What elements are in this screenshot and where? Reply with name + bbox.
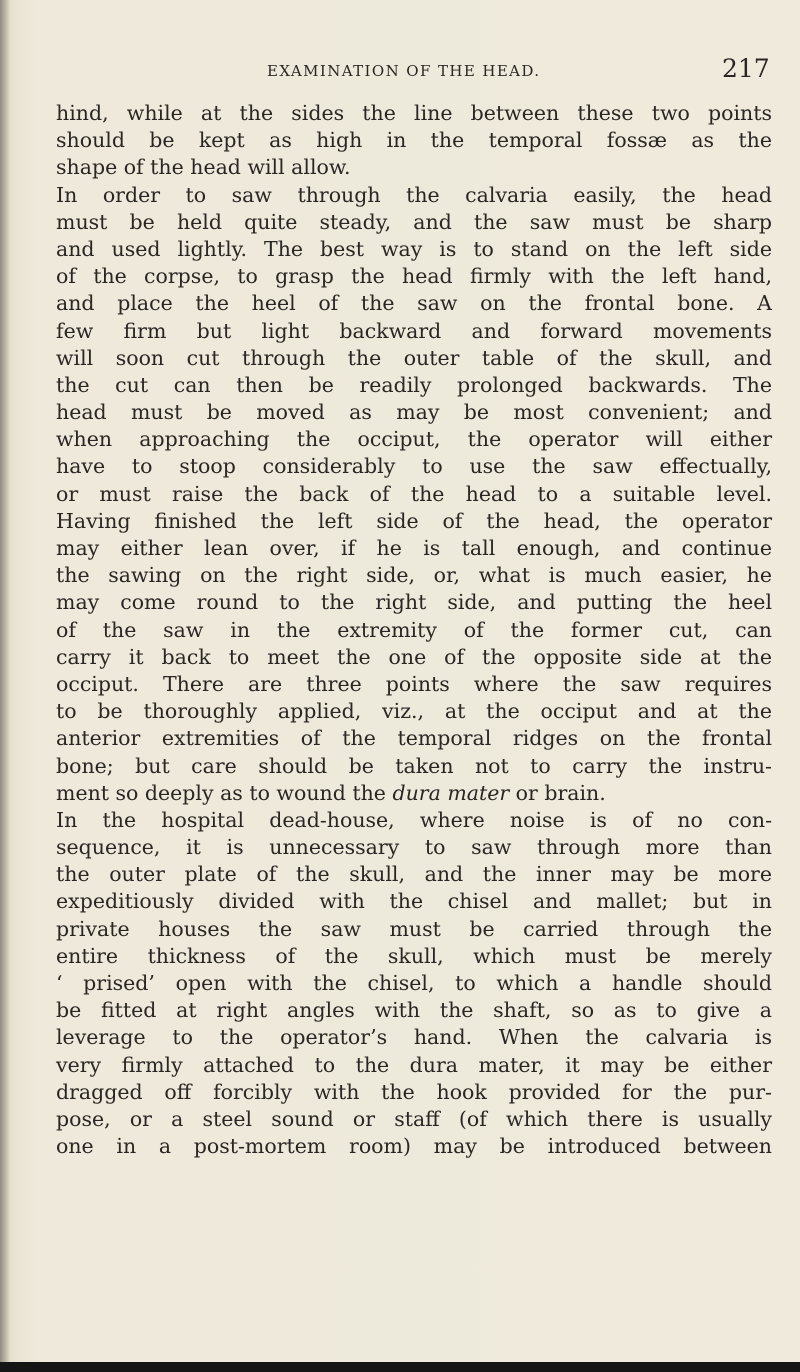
text-line: leverage to the operator’s hand. When the calvaria is (56, 1025, 772, 1050)
line-text: ment so deeply as to wound the (56, 780, 393, 805)
text-line: be fitted at right angles with the shaft, so as to give a (56, 998, 772, 1023)
text-line: to be thoroughly applied, viz., at the occiput and at the (56, 699, 772, 724)
body-text (56, 100, 772, 1160)
text-line: sequence, it is unnecessary to saw through more than (56, 835, 772, 860)
text-line: In order to saw through the calvaria easily, the head (56, 182, 772, 207)
text-line: of the corpse, to grasp the head firmly with the left hand, (56, 264, 772, 289)
text-line: shape of the head will allow. (56, 155, 351, 180)
text-line: or must raise the back of the head to a suitable level. (56, 481, 772, 506)
text-line: one in a post-mortem room) may be introduced between (56, 1134, 772, 1159)
text-line: pose, or a steel sound or staff (of which there is usually (56, 1106, 772, 1131)
binding-shadow (0, 0, 10, 1372)
text-line: will soon cut through the outer table of the skull, and (56, 345, 772, 370)
text-line: when approaching the occiput, the operator will either (56, 427, 772, 452)
text-line: occiput. There are three points where the saw requires (56, 671, 772, 696)
text-line: must be held quite steady, and the saw must be sharp (56, 209, 772, 234)
text-line: may come round to the right side, and putting the heel (56, 590, 772, 615)
text-line-with-italic (56, 780, 772, 807)
running-title: EXAMINATION OF THE HEAD. (267, 62, 541, 80)
scan-bottom-edge (0, 1362, 800, 1372)
text-line: entire thickness of the skull, which must be merely (56, 943, 772, 968)
text-line: private houses the saw must be carried through the (56, 916, 772, 941)
text-line: ‘ prised’ open with the chisel, to which a handle should (56, 971, 772, 995)
text-line: very firmly attached to the dura mater, it may be either (56, 1052, 772, 1077)
running-head (0, 54, 800, 86)
text-line: head must be moved as may be most convenient; and (56, 400, 772, 425)
text-line: expeditiously divided with the chisel and mallet; but in (56, 889, 772, 914)
text-line: In the hospital dead-house, where noise is of no con- (56, 807, 772, 832)
text-line: and used lightly. The best way is to stand on the left side (56, 236, 772, 261)
text-line: should be kept as high in the temporal fossæ as the (56, 128, 772, 153)
text-line: carry it back to meet the one of the opposite side at the (56, 644, 772, 669)
text-line: bone; but care should be taken not to carry the instru- (56, 753, 772, 778)
text-line: Having finished the left side of the head, the operator (56, 508, 772, 533)
italic-term: dura mater (392, 780, 510, 805)
text-line: the outer plate of the skull, and the inner may be more (56, 862, 772, 887)
text-line: may either lean over, if he is tall enough, and continue (56, 536, 772, 560)
page-number: 217 (722, 54, 770, 83)
text-line: the cut can then be readily prolonged backwards. The (56, 372, 772, 397)
text-line: few firm but light backward and forward movements (56, 318, 772, 343)
text-line: dragged off forcibly with the hook provided for the pur- (56, 1079, 772, 1104)
text-line: anterior extremities of the temporal ridges on the frontal (56, 726, 772, 751)
text-line: the sawing on the right side, or, what is much easier, he (56, 563, 772, 588)
text-line: and place the heel of the saw on the frontal bone. A (56, 291, 772, 316)
line-tail: or brain. (509, 780, 606, 805)
text-line: hind, while at the sides the line between these two points (56, 101, 772, 125)
text-line: of the saw in the extremity of the former cut, can (56, 617, 772, 642)
text-line: have to stoop considerably to use the saw effectually, (56, 454, 772, 479)
